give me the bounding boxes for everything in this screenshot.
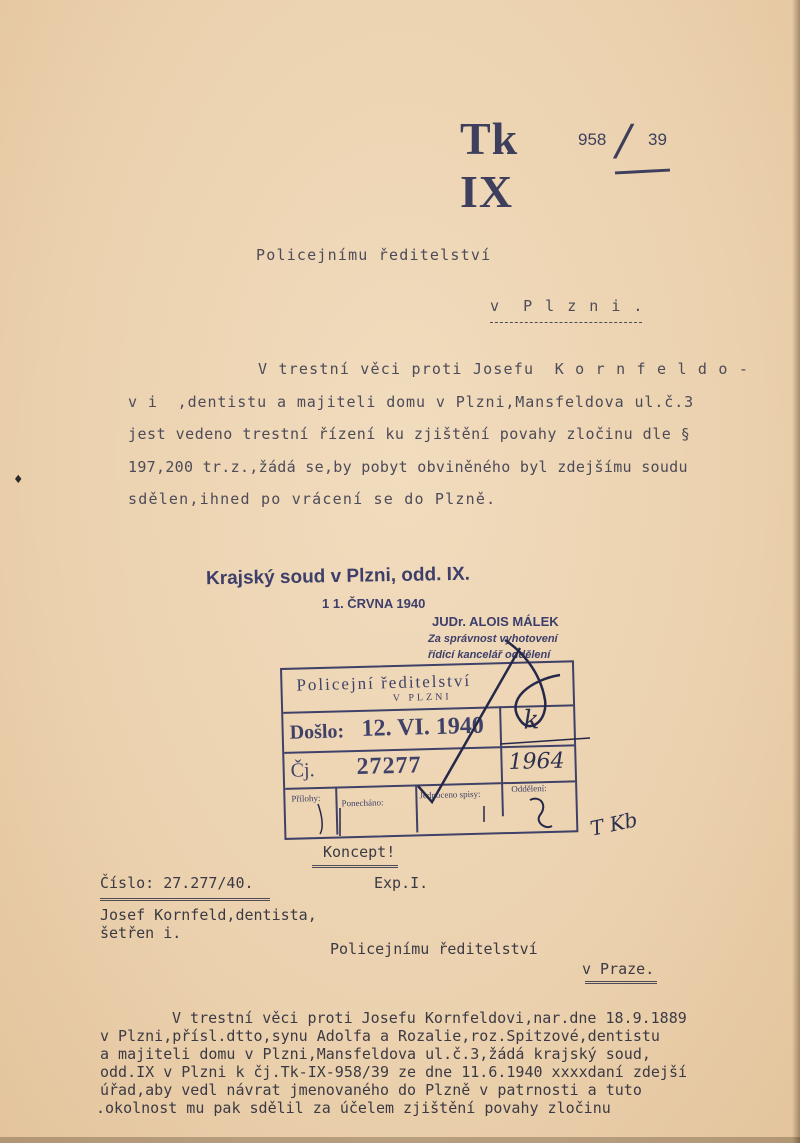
stamp-subheader: V PLZNI — [392, 691, 452, 705]
stamp-header: Policejní ředitelství — [296, 671, 472, 695]
court-stamp-line3: řídící kancelář oddělení — [428, 649, 551, 661]
concept-body-line-2: v Plzni,přísl.dtto,synu Adolfa a Rozalie,roz.Spitzové,dentistu — [100, 1027, 660, 1045]
concept-title: Koncept! — [323, 843, 396, 861]
letter-addressee: Policejnímu ředitelství — [256, 246, 492, 264]
court-stamp-judge: JUDr. ALOIS MÁLEK — [432, 614, 559, 629]
concept-number: Číslo: 27.277/40. — [100, 874, 254, 892]
stamp-cj-suffix: 1964 — [508, 748, 565, 776]
court-stamp-line2: Za správnost vyhotovení — [428, 633, 558, 645]
concept-city: v Praze. — [582, 960, 655, 978]
signature-scribble — [505, 640, 560, 726]
initials-left — [318, 804, 340, 836]
stamp-corner-mark: k — [523, 705, 540, 736]
reference-year: 39 — [648, 130, 667, 149]
stamp-prilohy-label: Přílohy: — [291, 792, 321, 804]
concept-city-underline — [585, 981, 657, 984]
stamp-doslo-value: 12. VI. 1940 — [361, 712, 485, 742]
letter-line-3: jest vedeno trestní řízení ku zjištění povahy zločinu dle § — [128, 425, 691, 443]
stamp-oddeleni-label: Oddělení: — [511, 783, 547, 794]
concept-number-underline — [100, 898, 270, 901]
letter-line-5: sdělen,ihned po vrácení se do Plzně. — [128, 490, 497, 508]
concept-body-line-1: V trestní věci proti Josefu Kornfeldovi,nar.dne 18.9.1889 — [172, 1009, 687, 1027]
concept-body-line-6: .okolnost mu pak sdělil za účelem zjištění povahy zločinu — [96, 1099, 611, 1117]
margin-mark: ♦ — [14, 472, 23, 488]
stamp-cj-value: 27277 — [356, 752, 422, 781]
reference-slash: / — [616, 113, 631, 170]
letter-city: v P l z n i . — [490, 297, 645, 315]
concept-body-line-4: odd.IX v Plzni k čj.Tk-IX-958/39 ze dne 11.6.1940 xxxxdaní zdejší — [100, 1063, 687, 1081]
stamp-cj-label: Čj. — [290, 759, 315, 782]
concept-title-underline — [312, 865, 398, 868]
concept-body-line-3: a majiteli domu v Plzni,Mansfeldova ul.č.3,žádá krajský soud, — [100, 1045, 651, 1063]
concept-body-line-5: úřad,aby vedl návrat jmenovaného do Plzně v patrnosti a tuto — [100, 1081, 642, 1099]
ink-line — [500, 738, 590, 744]
concept-subject-line-2: šetřen i. — [100, 924, 182, 942]
concept-exp: Exp.I. — [374, 874, 429, 892]
stamp-ponechano-label: Ponecháno: — [341, 797, 384, 809]
concept-addressee: Policejnímu ředitelství — [330, 940, 538, 958]
stamp-doslo-label: Došlo: — [289, 720, 345, 744]
court-stamp-title: Krajský soud v Plzni, odd. IX. — [205, 563, 471, 590]
stamp-spisy-label: Jednoceno spisy: — [419, 788, 481, 801]
reference-case-number: 958 — [578, 130, 607, 149]
letter-line-4: 197,200 tr.z.,žádá se,by pobyt obviněného byl zdejšímu soudu — [128, 458, 688, 476]
handwritten-mark: T Kb — [588, 807, 640, 841]
check-mark — [418, 648, 520, 802]
letter-line-1: V trestní věci proti Josefu K o r n f e l d o - — [258, 360, 750, 378]
initials-right — [530, 799, 552, 827]
concept-subject-line-1: Josef Kornfeld,dentista, — [100, 906, 317, 924]
letter-line-2: v i ,dentistu a majiteli domu v Plzni,Mansfeldova ul.č.3 — [128, 393, 695, 411]
reference-prefix: Tk IX — [460, 113, 519, 217]
court-stamp-date: 1 1. ČRVNA 1940 — [322, 596, 426, 611]
